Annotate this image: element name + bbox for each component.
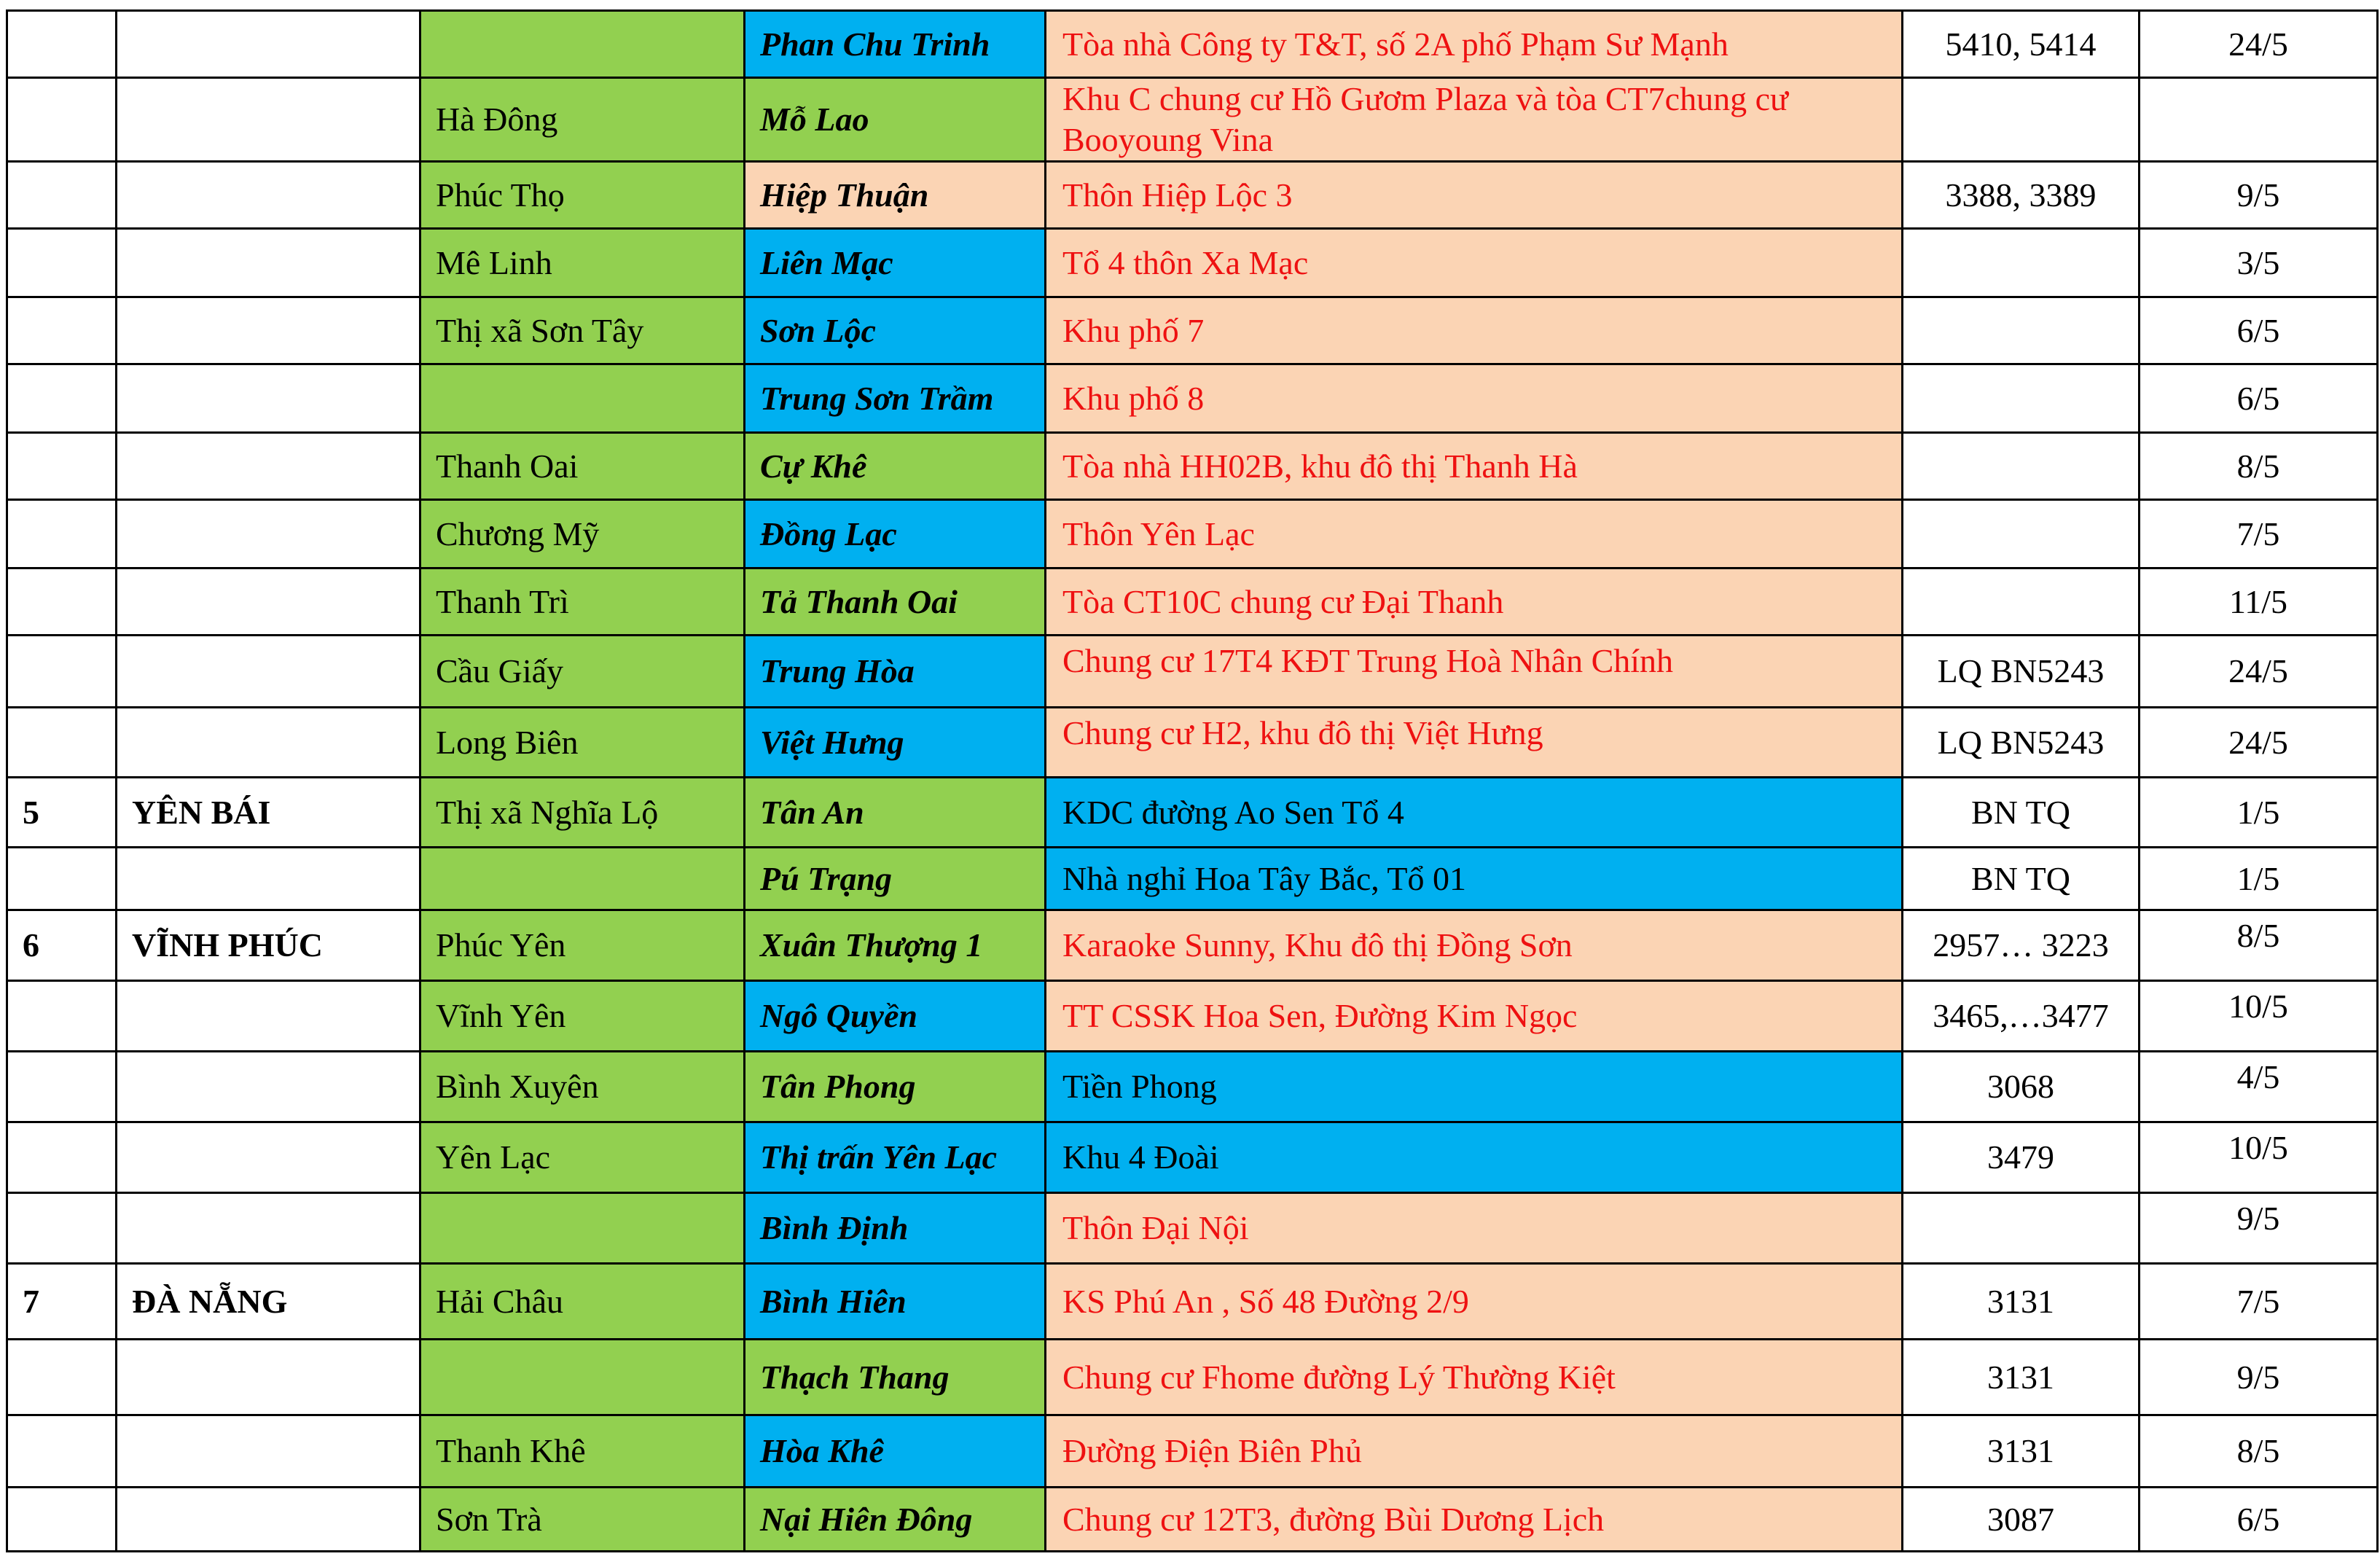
province-name (117, 1052, 420, 1122)
province-name (117, 1488, 420, 1552)
table-row (7, 11, 2378, 78)
district-name: Yên Lạc (420, 1122, 745, 1193)
district-name: Mê Linh (420, 229, 745, 297)
address: Khu 4 Đoài (1046, 1122, 1903, 1193)
address: Tiền Phong (1046, 1052, 1903, 1122)
ward-name: Đồng Lạc (745, 500, 1046, 568)
address: Chung cư 12T3, đường Bùi Dương Lịch (1046, 1488, 1903, 1552)
ward-name: Liên Mạc (745, 229, 1046, 297)
ward-name: Việt Hưng (745, 708, 1046, 778)
case-codes: 3068 (1903, 1052, 2140, 1122)
row-number: 5 (7, 778, 117, 848)
row-number (7, 1340, 117, 1415)
row-number (7, 981, 117, 1052)
case-codes (1903, 78, 2140, 162)
table-row (7, 433, 2378, 500)
ward-name: Trung Sơn Trầm (745, 364, 1046, 433)
row-number: 7 (7, 1264, 117, 1340)
case-codes: 3131 (1903, 1340, 2140, 1415)
district-name: Vĩnh Yên (420, 981, 745, 1052)
row-number: 6 (7, 910, 117, 981)
table-row (7, 364, 2378, 433)
ward-name: Bình Hiên (745, 1264, 1046, 1340)
table-row (7, 78, 2378, 162)
district-name: Thanh Khê (420, 1415, 745, 1488)
case-codes: BN TQ (1903, 848, 2140, 910)
table-row (7, 981, 2378, 1052)
table-row (7, 910, 2378, 981)
row-number (7, 78, 117, 162)
date: 6/5 (2140, 1488, 2378, 1552)
date: 6/5 (2140, 364, 2378, 433)
province-name (117, 1415, 420, 1488)
province-name (117, 78, 420, 162)
date: 4/5 (2140, 1052, 2378, 1122)
case-codes: BN TQ (1903, 778, 2140, 848)
date: 11/5 (2140, 568, 2378, 636)
ward-name: Tân An (745, 778, 1046, 848)
date: 8/5 (2140, 433, 2378, 500)
table-row (7, 1340, 2378, 1415)
table-row (7, 568, 2378, 636)
district-name: Hải Châu (420, 1264, 745, 1340)
ward-name: Tả Thanh Oai (745, 568, 1046, 636)
date: 9/5 (2140, 1193, 2378, 1264)
address: KDC đường Ao Sen Tổ 4 (1046, 778, 1903, 848)
row-number (7, 1488, 117, 1552)
province-name: ĐÀ NẴNG (117, 1264, 420, 1340)
case-codes (1903, 229, 2140, 297)
district-name: Thanh Trì (420, 568, 745, 636)
province-name (117, 848, 420, 910)
district-name (420, 11, 745, 78)
date: 6/5 (2140, 297, 2378, 364)
address: Thôn Đại Nội (1046, 1193, 1903, 1264)
case-codes: 3131 (1903, 1264, 2140, 1340)
ward-name: Sơn Lộc (745, 297, 1046, 364)
province-name (117, 636, 420, 708)
ward-name: Tân Phong (745, 1052, 1046, 1122)
province-name (117, 568, 420, 636)
address: KS Phú An , Số 48 Đường 2/9 (1046, 1264, 1903, 1340)
province-name (117, 229, 420, 297)
table-row (7, 848, 2378, 910)
row-number (7, 500, 117, 568)
date: 1/5 (2140, 778, 2378, 848)
date: 9/5 (2140, 162, 2378, 229)
address: Đường Điện Biên Phủ (1046, 1415, 1903, 1488)
row-number (7, 1052, 117, 1122)
province-name (117, 162, 420, 229)
ward-name: Ngô Quyền (745, 981, 1046, 1052)
address: Tổ 4 thôn Xa Mạc (1046, 229, 1903, 297)
district-name (420, 848, 745, 910)
date: 24/5 (2140, 11, 2378, 78)
ward-name: Trung Hòa (745, 636, 1046, 708)
case-codes: LQ BN5243 (1903, 636, 2140, 708)
case-codes (1903, 568, 2140, 636)
table-row (7, 708, 2378, 778)
table-row (7, 778, 2378, 848)
date: 7/5 (2140, 500, 2378, 568)
case-codes (1903, 500, 2140, 568)
ward-name: Bình Định (745, 1193, 1046, 1264)
province-name (117, 500, 420, 568)
district-name: Thị xã Sơn Tây (420, 297, 745, 364)
row-number (7, 433, 117, 500)
row-number (7, 568, 117, 636)
district-name: Thanh Oai (420, 433, 745, 500)
outbreak-locations-table (6, 9, 2379, 1552)
ward-name: Thị trấn Yên Lạc (745, 1122, 1046, 1193)
row-number (7, 11, 117, 78)
address: Chung cư Fhome đường Lý Thường Kiệt (1046, 1340, 1903, 1415)
ward-name: Hòa Khê (745, 1415, 1046, 1488)
case-codes: LQ BN5243 (1903, 708, 2140, 778)
date: 1/5 (2140, 848, 2378, 910)
row-number (7, 297, 117, 364)
table-row (7, 162, 2378, 229)
district-name: Sơn Trà (420, 1488, 745, 1552)
table-row (7, 297, 2378, 364)
row-number (7, 636, 117, 708)
address: Thôn Hiệp Lộc 3 (1046, 162, 1903, 229)
case-codes: 2957… 3223 (1903, 910, 2140, 981)
ward-name: Xuân Thượng 1 (745, 910, 1046, 981)
province-name (117, 708, 420, 778)
case-codes (1903, 433, 2140, 500)
table-row (7, 1193, 2378, 1264)
province-name (117, 297, 420, 364)
date: 24/5 (2140, 708, 2378, 778)
date: 10/5 (2140, 981, 2378, 1052)
ward-name: Pú Trạng (745, 848, 1046, 910)
date: 3/5 (2140, 229, 2378, 297)
ward-name: Mỗ Lao (745, 78, 1046, 162)
district-name: Thị xã Nghĩa Lộ (420, 778, 745, 848)
row-number (7, 364, 117, 433)
province-name (117, 1340, 420, 1415)
district-name: Long Biên (420, 708, 745, 778)
province-name (117, 1193, 420, 1264)
case-codes: 3131 (1903, 1415, 2140, 1488)
ward-name: Thạch Thang (745, 1340, 1046, 1415)
row-number (7, 708, 117, 778)
province-name (117, 1122, 420, 1193)
province-name: VĨNH PHÚC (117, 910, 420, 981)
address: Thôn Yên Lạc (1046, 500, 1903, 568)
date: 8/5 (2140, 910, 2378, 981)
table-row (7, 1488, 2378, 1552)
ward-name: Phan Chu Trinh (745, 11, 1046, 78)
province-name (117, 364, 420, 433)
row-number (7, 848, 117, 910)
address: Khu phố 7 (1046, 297, 1903, 364)
case-codes: 5410, 5414 (1903, 11, 2140, 78)
address: Nhà nghỉ Hoa Tây Bắc, Tổ 01 (1046, 848, 1903, 910)
case-codes: 3465,…3477 (1903, 981, 2140, 1052)
ward-name: Cự Khê (745, 433, 1046, 500)
district-name: Cầu Giấy (420, 636, 745, 708)
address: Tòa nhà Công ty T&T, số 2A phố Phạm Sư Mạnh (1046, 11, 1903, 78)
case-codes: 3388, 3389 (1903, 162, 2140, 229)
table-row (7, 636, 2378, 708)
district-name (420, 364, 745, 433)
date: 8/5 (2140, 1415, 2378, 1488)
address: Khu C chung cư Hồ Gươm Plaza và tòa CT7chung cư Booyoung Vina (1046, 78, 1903, 162)
district-name (420, 1193, 745, 1264)
table-row (7, 1264, 2378, 1340)
case-codes (1903, 364, 2140, 433)
table-row (7, 229, 2378, 297)
table-row (7, 1122, 2378, 1193)
table-row (7, 1415, 2378, 1488)
case-codes: 3479 (1903, 1122, 2140, 1193)
case-codes (1903, 297, 2140, 364)
table-row (7, 500, 2378, 568)
case-codes (1903, 1193, 2140, 1264)
row-number (7, 1415, 117, 1488)
address: Tòa CT10C chung cư Đại Thanh (1046, 568, 1903, 636)
date: 9/5 (2140, 1340, 2378, 1415)
address: Tòa nhà HH02B, khu đô thị Thanh Hà (1046, 433, 1903, 500)
row-number (7, 162, 117, 229)
row-number (7, 229, 117, 297)
district-name: Hà Đông (420, 78, 745, 162)
date (2140, 78, 2378, 162)
table-row (7, 1052, 2378, 1122)
district-name: Phúc Yên (420, 910, 745, 981)
ward-name: Nại Hiên Đông (745, 1488, 1046, 1552)
province-name (117, 981, 420, 1052)
date: 10/5 (2140, 1122, 2378, 1193)
district-name (420, 1340, 745, 1415)
address: Karaoke Sunny, Khu đô thị Đồng Sơn (1046, 910, 1903, 981)
district-name: Chương Mỹ (420, 500, 745, 568)
row-number (7, 1122, 117, 1193)
address: TT CSSK Hoa Sen, Đường Kim Ngọc (1046, 981, 1903, 1052)
province-name (117, 11, 420, 78)
district-name: Phúc Thọ (420, 162, 745, 229)
province-name (117, 433, 420, 500)
date: 7/5 (2140, 1264, 2378, 1340)
case-codes: 3087 (1903, 1488, 2140, 1552)
row-number (7, 1193, 117, 1264)
district-name: Bình Xuyên (420, 1052, 745, 1122)
province-name: YÊN BÁI (117, 778, 420, 848)
ward-name: Hiệp Thuận (745, 162, 1046, 229)
address: Khu phố 8 (1046, 364, 1903, 433)
table-body (7, 11, 2378, 1552)
address: Chung cư H2, khu đô thị Việt Hưng (1046, 708, 1903, 778)
date: 24/5 (2140, 636, 2378, 708)
address: Chung cư 17T4 KĐT Trung Hoà Nhân Chính (1046, 636, 1903, 708)
